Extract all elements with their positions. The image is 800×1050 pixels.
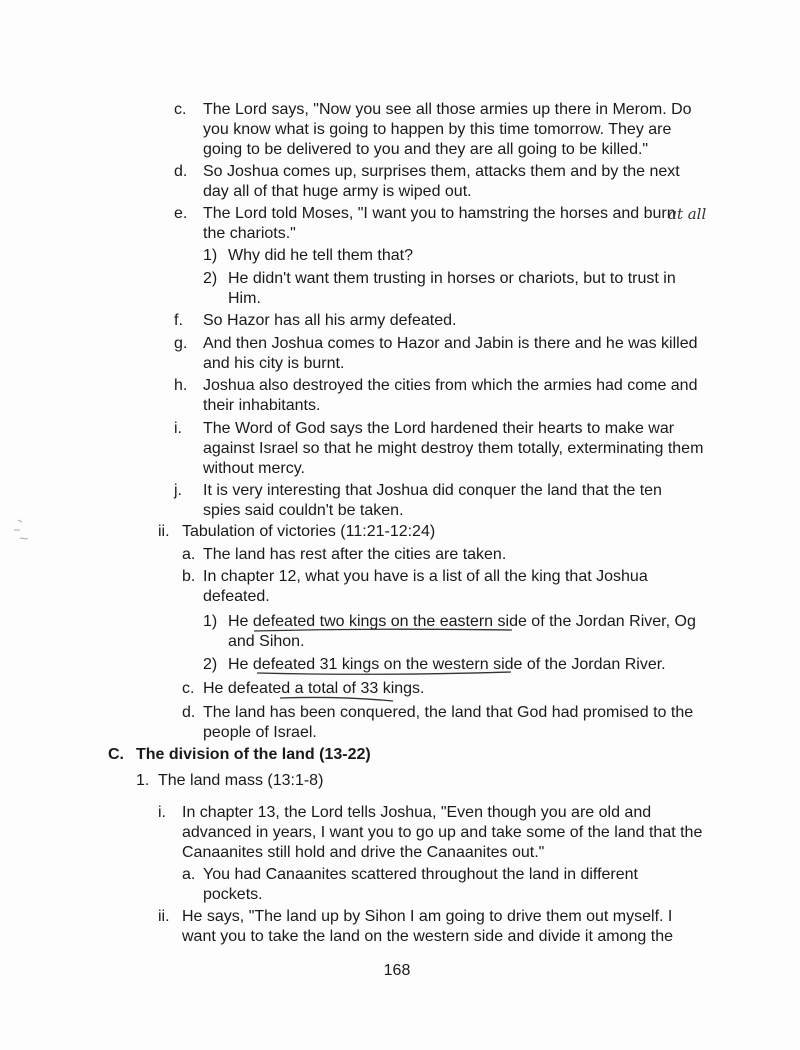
item-text: The land has been conquered, the land that God had promised to the people of Israel. <box>203 704 694 741</box>
item-marker: i. <box>158 804 166 821</box>
item-text: He says, "The land up by Sihon I am going to drive them out myself. I want you to take the land on the western side and divide it among the <box>182 908 673 945</box>
item-marker: ii. <box>158 908 170 925</box>
item-marker: 1) <box>203 613 218 630</box>
item-text: He didn't want them trusting in horses or chariots, but to trust in Him. <box>228 270 676 307</box>
item-text: The Word of God says the Lord hardened their hearts to make war against Israel so that he might destroy them totally, exterminating them without mercy. <box>203 420 704 477</box>
item-text: In chapter 13, the Lord tells Joshua, "Even though you are old and advanced in years, I want you to go up and take some of the land that the Canaanites still hold and drive the Canaanites out." <box>182 804 703 861</box>
item-text: He defeated two kings on the eastern side of the Jordan River, Og and Sihon. <box>228 613 696 650</box>
item-text: The land has rest after the cities are taken. <box>203 546 507 563</box>
item-marker: h. <box>174 377 188 394</box>
item-text: And then Joshua comes to Hazor and Jabin is there and he was killed and his city is burnt. <box>203 335 698 372</box>
item-marker: c. <box>182 680 195 697</box>
item-text: You had Canaanites scattered throughout the land in different pockets. <box>203 866 638 903</box>
item-text: Why did he tell them that? <box>228 247 413 264</box>
item-text: Joshua also destroyed the cities from which the armies had come and their inhabitants. <box>203 377 698 414</box>
item-marker: e. <box>174 205 188 222</box>
item-marker: ii. <box>158 523 170 540</box>
item-marker: f. <box>174 312 183 329</box>
item-marker: d. <box>174 163 188 180</box>
item-text: The Lord says, "Now you see all those armies up there in Merom. Do you know what is going to happen by this time tomorrow. They are going to be delivered to you and they are all going to be killed." <box>203 101 692 158</box>
item-marker: i. <box>174 420 182 437</box>
item-text: The division of the land (13-22) <box>136 746 371 763</box>
item-text: So Joshua comes up, surprises them, attacks them and by the next day all of that huge army is wiped out. <box>203 163 680 200</box>
page-number: 168 <box>383 962 411 979</box>
item-marker: C. <box>108 746 124 763</box>
item-text: The Lord told Moses, "I want you to hamstring the horses and burn the chariots." <box>203 205 676 242</box>
handwritten-note: at all <box>668 205 707 223</box>
item-marker: 2) <box>203 656 218 673</box>
item-marker: 1. <box>136 772 150 789</box>
item-text: The land mass (13:1-8) <box>158 772 324 789</box>
item-marker: d. <box>182 704 196 721</box>
item-text: He defeated 31 kings on the western side of the Jordan River. <box>228 656 666 673</box>
scan-mark <box>14 520 28 539</box>
item-marker: g. <box>174 335 188 352</box>
item-marker: j. <box>174 482 182 499</box>
item-marker: 1) <box>203 247 218 264</box>
item-text: He defeated a total of 33 kings. <box>203 680 425 697</box>
item-text: Tabulation of victories (11:21-12:24) <box>182 523 436 540</box>
item-text: It is very interesting that Joshua did conquer the land that the ten spies said couldn't be taken. <box>203 482 662 519</box>
item-marker: a. <box>182 866 196 883</box>
item-text: In chapter 12, what you have is a list of all the king that Joshua defeated. <box>203 568 648 605</box>
item-marker: 2) <box>203 270 218 287</box>
item-marker: c. <box>174 101 187 118</box>
item-text: So Hazor has all his army defeated. <box>203 312 457 329</box>
item-marker: b. <box>182 568 196 585</box>
item-marker: a. <box>182 546 196 563</box>
